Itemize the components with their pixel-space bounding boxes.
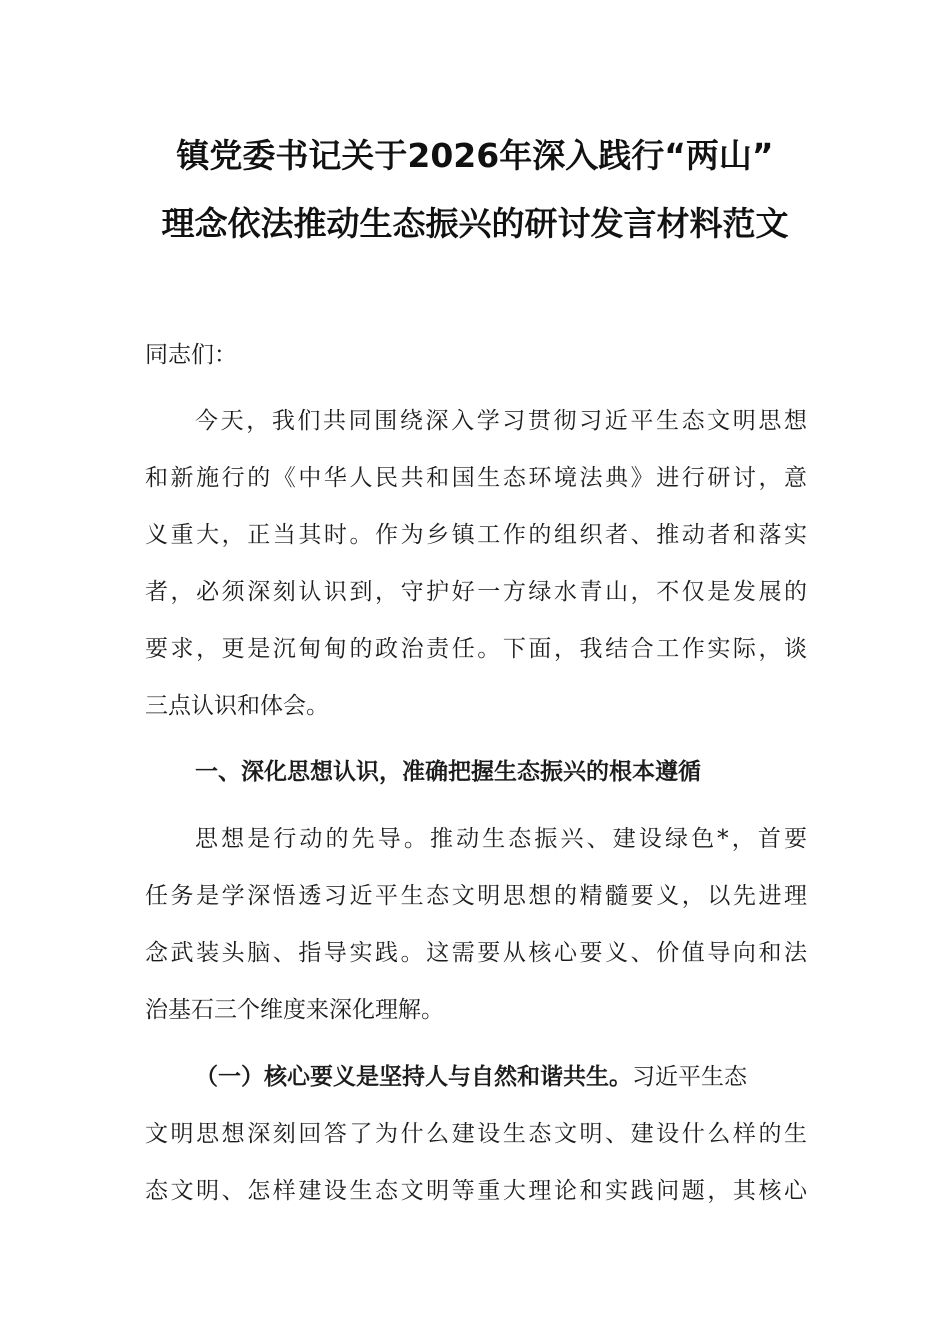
intro-line-2: 和新施行的《中华人民共和国生态环境法典》进行研讨，意 [145, 465, 807, 491]
intro-line-5: 要求，更是沉甸甸的政治责任。下面，我结合工作实际，谈 [145, 636, 807, 662]
section-1-line-3: 念武装头脑、指导实践。这需要从核心要义、价值导向和法 [145, 940, 807, 966]
intro-line-3: 义重大，正当其时。作为乡镇工作的组织者、推动者和落实 [145, 522, 807, 548]
subsection-1-line-2: 文明思想深刻回答了为什么建设生态文明、建设什么样的生 [145, 1121, 807, 1147]
intro-line-6: 三点认识和体会。 [145, 693, 329, 719]
subsection-1-first-text: 习近平生态 [632, 1064, 747, 1090]
intro-line-4: 者，必须深刻认识到，守护好一方绿水青山，不仅是发展的 [145, 579, 807, 605]
subsection-1-line-3: 态文明、怎样建设生态文明等重大理论和实践问题，其核心 [145, 1178, 807, 1204]
salutation: 同志们： [145, 342, 237, 368]
document-title-line-1: 镇党委书记关于2026年深入践行“两山” [176, 136, 774, 175]
section-1-line-1: 思想是行动的先导。推动生态振兴、建设绿色*，首要 [195, 826, 807, 852]
document-title-line-2: 理念依法推动生态振兴的研讨发言材料范文 [161, 204, 789, 243]
section-1-line-2: 任务是学深悟透习近平生态文明思想的精髓要义，以先进理 [145, 883, 807, 909]
subsection-1-first-line [195, 1062, 807, 1092]
section-1-heading: 一、深化思想认识，准确把握生态振兴的根本遵循 [195, 758, 701, 785]
intro-line-1: 今天，我们共同围绕深入学习贯彻习近平生态文明思想 [195, 408, 807, 434]
subsection-1-heading: （一）核心要义是坚持人与自然和谐共生。 [195, 1063, 632, 1090]
section-1-line-4: 治基石三个维度来深化理解。 [145, 997, 444, 1023]
